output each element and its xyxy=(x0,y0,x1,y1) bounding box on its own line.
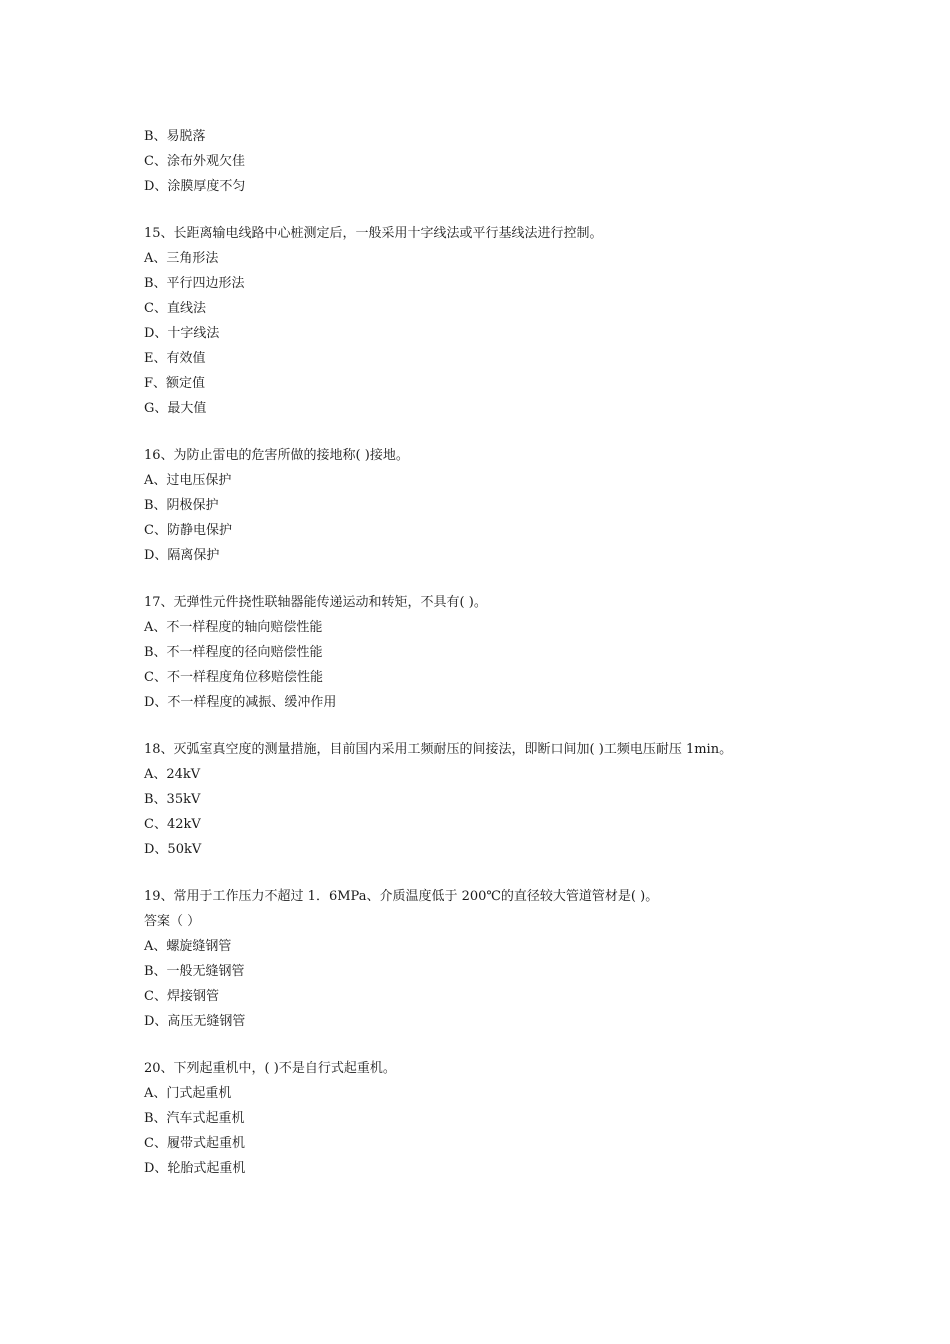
option-d: D、轮胎式起重机 xyxy=(144,1161,246,1176)
option-c: C、防静电保护 xyxy=(144,523,232,538)
option-a: A、门式起重机 xyxy=(144,1086,232,1101)
option-c: C、不一样程度角位移赔偿性能 xyxy=(144,670,323,685)
option-b: B、平行四边形法 xyxy=(144,276,245,291)
option-a: A、螺旋缝钢管 xyxy=(144,939,232,954)
option-d: D、隔离保护 xyxy=(144,548,220,563)
option-b: B、一般无缝钢管 xyxy=(144,964,245,979)
question-17 xyxy=(144,590,844,715)
document-page xyxy=(144,124,844,1181)
question-stem: 15、长距离输电线路中心桩测定后，一般采用十字线法或平行基线法进行控制。 xyxy=(144,226,603,241)
question-stem: 16、为防止雷电的危害所做的接地称( )接地。 xyxy=(144,448,409,463)
option-d: D、高压无缝钢管 xyxy=(144,1014,246,1029)
option-c: C、焊接钢管 xyxy=(144,989,219,1004)
option-e: E、有效值 xyxy=(144,351,206,366)
option-a: A、过电压保护 xyxy=(144,473,232,488)
option-c: C、42kV xyxy=(144,817,201,832)
question-20 xyxy=(144,1056,844,1181)
option-d: D、50kV xyxy=(144,842,202,857)
option-c: C、涂布外观欠佳 xyxy=(144,154,245,169)
question-16 xyxy=(144,443,844,568)
question-18 xyxy=(144,737,844,862)
question-stem: 18、灭弧室真空度的测量措施，目前国内采用工频耐压的间接法，即断口间加( )工频电压耐压 1min。 xyxy=(144,742,733,757)
option-b: B、阴极保护 xyxy=(144,498,219,513)
option-a: A、不一样程度的轴向赔偿性能 xyxy=(144,620,323,635)
option-b: B、35kV xyxy=(144,792,201,807)
answer-blank: 答案（ ） xyxy=(144,914,201,929)
option-c: C、直线法 xyxy=(144,301,206,316)
question-15 xyxy=(144,221,844,421)
option-c: C、履带式起重机 xyxy=(144,1136,245,1151)
option-g: G、最大值 xyxy=(144,401,207,416)
question-stem: 17、无弹性元件挠性联轴器能传递运动和转矩，不具有( )。 xyxy=(144,595,487,610)
option-b: B、汽车式起重机 xyxy=(144,1111,245,1126)
question-14-partial xyxy=(144,124,844,199)
question-19 xyxy=(144,884,844,1034)
option-d: D、十字线法 xyxy=(144,326,220,341)
option-a: A、三角形法 xyxy=(144,251,219,266)
option-a: A、24kV xyxy=(144,767,201,782)
question-stem: 20、下列起重机中，( )不是自行式起重机。 xyxy=(144,1061,396,1076)
question-stem: 19、常用于工作压力不超过 1．6MPa、介质温度低于 200℃的直径较大管道管材是( )。 xyxy=(144,889,659,904)
option-b: B、不一样程度的径向赔偿性能 xyxy=(144,645,323,660)
option-d: D、不一样程度的减振、缓冲作用 xyxy=(144,695,337,710)
option-f: F、额定值 xyxy=(144,376,206,391)
option-d: D、涂膜厚度不匀 xyxy=(144,179,246,194)
option-b: B、易脱落 xyxy=(144,129,206,144)
